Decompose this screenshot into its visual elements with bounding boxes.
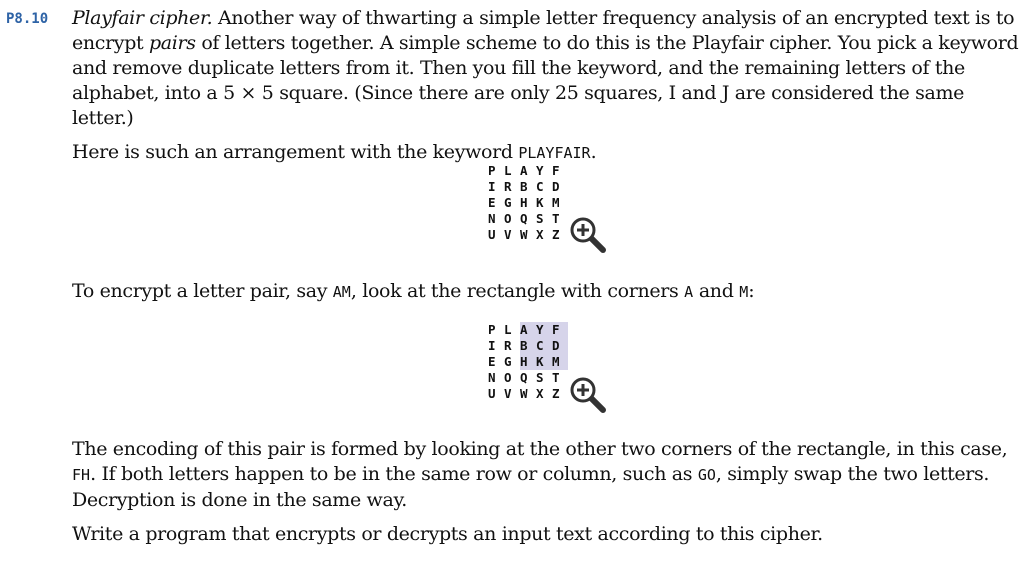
grid-cell: S — [536, 211, 544, 226]
grid-cell: G — [504, 195, 512, 210]
grid-cell: I — [488, 338, 496, 353]
grid-cell: R — [504, 179, 512, 194]
grid-cell: M — [552, 354, 568, 370]
grid-cell: P — [488, 322, 496, 337]
grid-row — [488, 370, 568, 386]
grid-cell: U — [488, 227, 496, 242]
encoding-paragraph: The encoding of this pair is formed by looking at the other two corners of the rectangle, in this case, FH. If both letters happen to be in the same row or column, such as GO, simply swap the two letters. Decryption is done in the same way. — [72, 438, 1008, 511]
grid-row — [488, 322, 568, 338]
grid-cell: Q — [520, 211, 528, 226]
intro-paragraph: Playfair cipher. Another way of thwarting a simple letter frequency analysis of an encrypted text is to encrypt pairs of letters together. A simple scheme to do this is the Playfair cipher. You pick a keyword and remove duplicate letters from it. Then you fill the keyword, and the remaining letters of the alphabet, into a 5 × 5 square. (Since there are only 25 squares, I and J are considered the same letter.) — [72, 7, 1019, 129]
grid-cell: Y — [536, 163, 544, 178]
grid-cell: I — [488, 179, 496, 194]
encrypt-block — [72, 279, 1020, 305]
grid-cell: A — [520, 163, 528, 178]
grid-cell: O — [504, 211, 512, 226]
grid-row — [488, 354, 568, 370]
zoom-in-icon[interactable] — [569, 376, 609, 416]
grid-row — [488, 211, 568, 227]
grid-cell: G — [504, 354, 512, 369]
grid-row — [488, 227, 568, 243]
grid-cell: Y — [536, 322, 552, 338]
arrangement-paragraph: Here is such an arrangement with the keyword PLAYFAIR. — [72, 141, 597, 163]
grid-cell: K — [536, 195, 544, 210]
grid-cell: F — [552, 163, 560, 178]
grid-cell: B — [520, 179, 528, 194]
grid-cell: P — [488, 163, 496, 178]
grid-cell: L — [504, 322, 512, 337]
grid-cell: X — [536, 227, 544, 242]
grid-cell: K — [536, 354, 552, 370]
problem-text — [72, 6, 1020, 166]
playfair-grid-1 — [488, 163, 568, 243]
grid-row — [488, 179, 568, 195]
playfair-grid-2 — [488, 322, 568, 402]
grid-cell: V — [504, 386, 512, 401]
grid-cell: C — [536, 179, 544, 194]
grid-cell: T — [552, 370, 560, 385]
grid-cell: E — [488, 195, 496, 210]
grid-cell: X — [536, 386, 544, 401]
grid-cell: F — [552, 322, 568, 338]
grid-cell: U — [488, 386, 496, 401]
encrypt-paragraph: To encrypt a letter pair, say AM, look at the rectangle with corners A and M: — [72, 280, 755, 302]
grid-cell: Z — [552, 227, 560, 242]
grid-cell: D — [552, 338, 568, 354]
grid-cell: B — [520, 338, 536, 354]
keyword-code: PLAYFAIR — [518, 144, 591, 162]
zoom-in-icon[interactable] — [569, 216, 609, 256]
problem-title: Playfair cipher. — [72, 7, 213, 29]
grid-cell: Q — [520, 370, 528, 385]
grid-cell: D — [552, 179, 560, 194]
grid-cell: N — [488, 370, 496, 385]
grid-cell: E — [488, 354, 496, 369]
grid-row — [488, 338, 568, 354]
grid-cell: R — [504, 338, 512, 353]
grid-cell: W — [520, 386, 528, 401]
grid-cell: V — [504, 227, 512, 242]
grid-cell: C — [536, 338, 552, 354]
problem-number: P8.10 — [6, 11, 49, 27]
grid-row — [488, 163, 568, 179]
grid-cell: L — [504, 163, 512, 178]
grid-cell: N — [488, 211, 496, 226]
encoding-block — [72, 437, 1020, 547]
grid-cell: T — [552, 211, 560, 226]
grid-cell: Z — [552, 386, 560, 401]
grid-cell: O — [504, 370, 512, 385]
grid-cell: S — [536, 370, 544, 385]
grid-cell: H — [520, 195, 528, 210]
grid-cell: A — [520, 322, 536, 338]
grid-cell: M — [552, 195, 560, 210]
grid-row — [488, 386, 568, 402]
grid-cell: W — [520, 227, 528, 242]
grid-cell: H — [520, 354, 536, 370]
task-paragraph: Write a program that encrypts or decrypts an input text according to this cipher. — [72, 523, 823, 545]
grid-row — [488, 195, 568, 211]
